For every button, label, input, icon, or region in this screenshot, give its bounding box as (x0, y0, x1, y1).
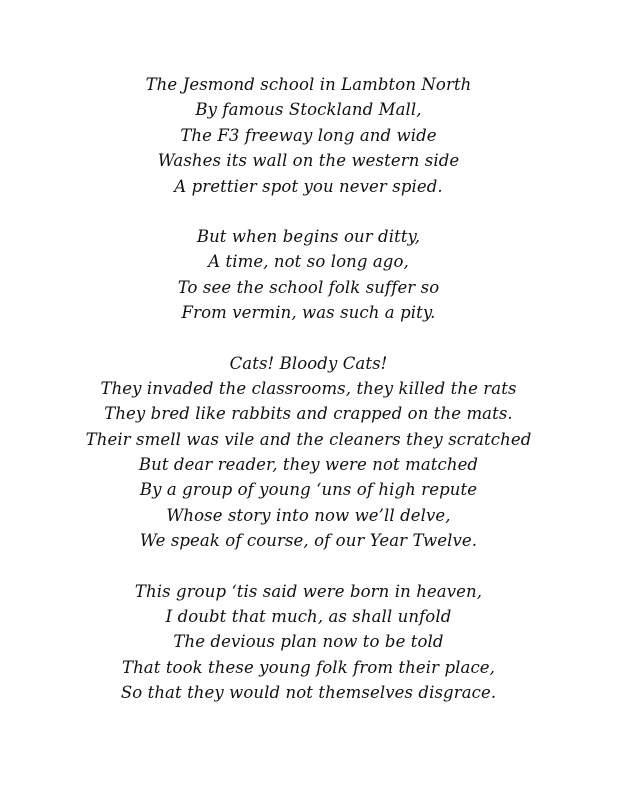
stanza-1 (0, 72, 617, 199)
poem-line: That took these young folk from their place, (121, 657, 496, 677)
stanza-3 (0, 351, 617, 554)
poem-line: So that they would not themselves disgrace. (120, 683, 497, 703)
poem-line: This group ‘tis said were born in heaven, (134, 581, 483, 601)
poem-line: I doubt that much, as shall unfold (165, 607, 452, 627)
poem-line: Their smell was vile and the cleaners they scratched (85, 429, 532, 449)
poem-line: Cats! Bloody Cats! (229, 353, 388, 373)
poem-line: To see the school folk suffer so (177, 277, 440, 297)
poem-line: The F3 freeway long and wide (180, 125, 437, 145)
poem-body (0, 72, 617, 731)
stanza-2 (0, 224, 617, 326)
poem-line: Washes its wall on the western side (157, 151, 460, 171)
poem-line: They bred like rabbits and crapped on the mats. (104, 404, 513, 424)
poem-line: From vermin, was such a pity. (181, 303, 436, 323)
poem-line: A prettier spot you never spied. (174, 176, 443, 196)
poem-line: But dear reader, they were not matched (138, 455, 479, 475)
stanza-4 (0, 579, 617, 706)
poem-line: By a group of young ‘uns of high repute (139, 480, 478, 500)
poem-line: The Jesmond school in Lambton North (145, 75, 472, 94)
poem-line: But when begins our ditty, (196, 226, 421, 246)
poem-line: They invaded the classrooms, they killed the rats (100, 378, 517, 398)
poem-line: We speak of course, of our Year Twelve. (139, 531, 478, 551)
poem-line: By famous Stockland Mall, (195, 100, 422, 120)
poem-line: A time, not so long ago, (208, 252, 409, 272)
poem-line: The devious plan now to be told (173, 632, 444, 652)
poem-line: Whose story into now we’ll delve, (166, 505, 451, 525)
